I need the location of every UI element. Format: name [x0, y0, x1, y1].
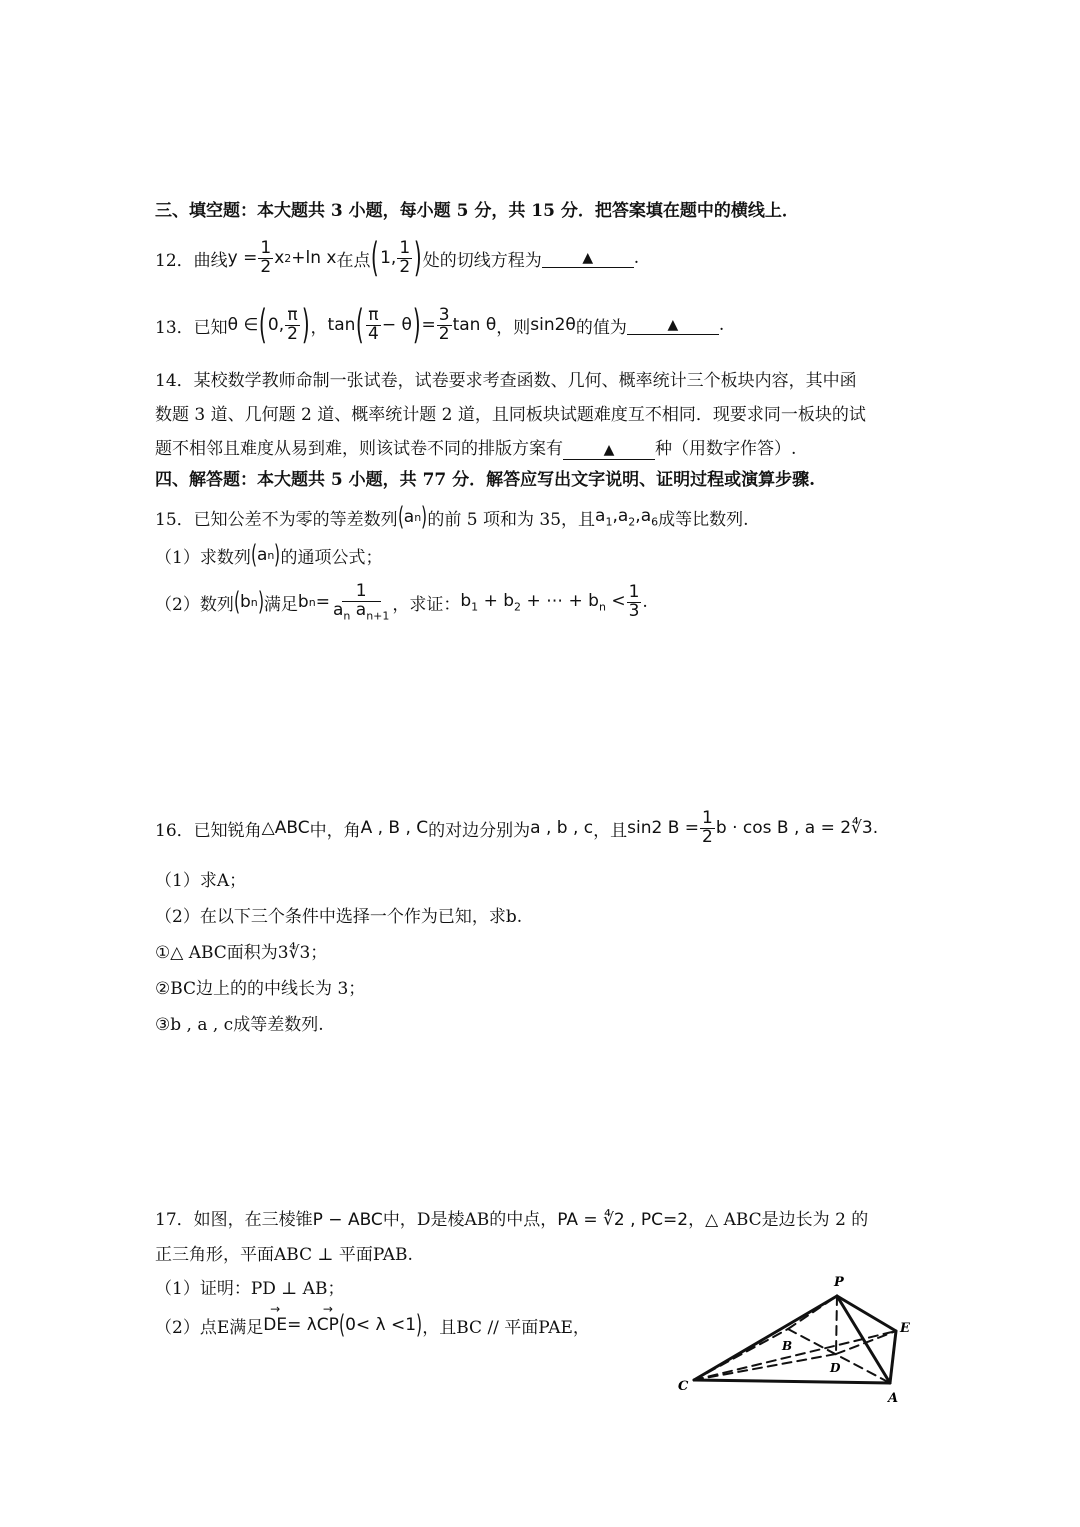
q17-vector-cp: → CP	[317, 1315, 339, 1335]
q16-angles: A , B , C	[360, 818, 429, 839]
q14-answer-mark: ▲	[603, 442, 615, 458]
q16-half-frac	[700, 810, 715, 847]
q17-range: 0< λ <1	[345, 1315, 417, 1335]
edge-PD	[836, 1296, 837, 1354]
q16-condition-3: ③b , a , c成等差数列.	[155, 1015, 324, 1035]
q12-point-frac	[397, 237, 412, 277]
q16-half-den: 2	[702, 826, 713, 847]
q13-text-1: 已知	[193, 317, 228, 338]
q15-third-num: 1	[628, 582, 640, 603]
q17-eq-lambda: = λ	[287, 1315, 317, 1335]
q16-intro-a: 16．已知锐角	[155, 820, 262, 841]
q17-p2-a: （2）点E满足	[155, 1317, 264, 1338]
q15-p2-bn: b	[239, 592, 251, 613]
q15-p1-an: a	[256, 545, 268, 565]
q15-third-den: 3	[628, 600, 640, 621]
q15-den-b: a	[355, 599, 367, 620]
q16-intro-c: 的对边分别为	[428, 820, 531, 841]
q15-t1-s: 1	[605, 515, 613, 529]
q15-sum-c: b	[588, 591, 599, 612]
q15-p1-lbrace: (	[250, 540, 257, 570]
q17-l1-b: 中，	[382, 1210, 417, 1230]
q13-three-half	[437, 304, 452, 344]
q15-term-2: $a_2$,	[617, 505, 641, 529]
q13-eq: =	[421, 315, 436, 335]
q12-ln: +ln x	[291, 248, 337, 268]
q12-half-num: 1	[260, 237, 272, 258]
q13-rparen-2: )	[412, 302, 421, 348]
q15-term-1: $a_1$,	[595, 505, 618, 529]
q13-theta-in: θ ∈	[227, 315, 259, 335]
q15-p2-c: ，求证：	[392, 594, 461, 615]
edge-CE	[694, 1331, 896, 1380]
q13-answer-mark: ▲	[667, 317, 679, 333]
q15-den-b-sub: n+1	[366, 609, 390, 623]
q17-line-2: 正三角形，平面ABC ⊥ 平面PAB.	[155, 1245, 413, 1265]
q15-p2-b: 满足	[263, 594, 298, 615]
edge-PE	[837, 1296, 896, 1331]
q15-p1-rbrace: )	[274, 540, 281, 570]
q16-intro-b: 中，角	[309, 820, 361, 841]
edge-CP	[694, 1296, 837, 1380]
label-C: C	[678, 1379, 689, 1394]
q17-l1-a: 17．如图，在三棱锥	[155, 1210, 313, 1230]
q12-point-a: 1,	[380, 248, 397, 268]
q15-p2-bn-sub: n	[250, 595, 258, 609]
pyramid-figure	[670, 1268, 930, 1458]
q15-den-a: a	[332, 599, 344, 620]
q13-tan-theta: tan θ	[452, 315, 497, 335]
label-D: D	[830, 1361, 841, 1375]
q15-intro-b: 的前 5 项和为 35，且	[427, 509, 596, 530]
q12-half-den: 2	[260, 256, 272, 277]
q17-l1-d: PA = ∜2 , PC=2，	[557, 1210, 706, 1230]
q15-frac-den	[331, 599, 391, 623]
q13-minus-theta: − θ	[381, 315, 412, 335]
q13-number: 13．	[155, 317, 194, 338]
q13-text-2: ，则	[496, 317, 531, 338]
label-B: B	[782, 1339, 793, 1353]
q16-half-num: 1	[702, 808, 713, 828]
q15-term-3	[641, 506, 658, 528]
q17-part-2	[155, 1310, 590, 1340]
q15-sum-b-sub: 2	[514, 600, 522, 614]
q13-answer-blank[interactable]	[627, 315, 719, 335]
q12-text-1: 曲线	[193, 250, 228, 271]
q15-lbrace: (	[397, 502, 404, 532]
q17-l1-c: D是棱AB的中点，	[416, 1210, 558, 1230]
q14-answer-blank[interactable]	[563, 440, 655, 460]
section-4-heading: 四、解答题：本大题共 5 小题，共 77 分．解答应写出文字说明、证明过程或演算步骤.	[155, 470, 816, 490]
q14-line-1: 14．某校数学教师命制一张试卷，试卷要求考查函数、几何、概率统计三个板块内容，其中函	[155, 371, 857, 391]
q15-p1-b: 的通项公式；	[280, 547, 383, 568]
q15-end: .	[642, 592, 648, 613]
label-E: E	[900, 1321, 910, 1336]
q15-bn-2-sub: n	[308, 595, 316, 609]
q14-line-3	[155, 434, 796, 460]
q12-number: 12．	[155, 250, 194, 271]
q15-den-a-sub: n	[343, 609, 351, 623]
q13-pq-den: 4	[368, 323, 379, 344]
q12-rparen: )	[414, 235, 422, 281]
q12-eq-left: y =	[227, 248, 258, 268]
q13-tan: tan	[327, 315, 356, 335]
q15-an-sub: n	[414, 510, 422, 524]
q15-p2-a: （2）数列	[155, 594, 234, 615]
edge-BP	[788, 1296, 837, 1329]
q15-p1-an-sub: n	[267, 548, 275, 562]
q16-sides: a , b , c	[530, 818, 594, 839]
q15-rbrace: )	[421, 502, 428, 532]
q15-sum-dots: + ⋯ +	[526, 591, 583, 612]
q12-half-frac	[258, 237, 273, 277]
q15-t3-s: 6	[651, 515, 659, 529]
q15-part-1	[155, 540, 383, 570]
q15-sum-lt: <	[611, 591, 626, 612]
q12-sup: 2	[284, 251, 292, 265]
q15-t2-v: a	[617, 505, 629, 526]
q16-triangle: △ABC	[261, 818, 310, 839]
q15-t1-v: a	[595, 505, 606, 526]
q13-rparen-1: )	[301, 302, 310, 348]
question-12	[155, 235, 640, 281]
q15-sum-a: b	[460, 591, 472, 612]
q15-part-2	[155, 583, 648, 622]
q13-th-den: 2	[438, 323, 450, 344]
q15-third-frac	[627, 584, 642, 621]
q14-line-2: 数题 3 道、几何题 2 道、概率统计题 2 道，且同板块试题难度互不相同．现要求同一板块的试	[155, 405, 866, 425]
q13-end: .	[718, 315, 725, 335]
q15-sum-c-sub: n	[598, 600, 606, 614]
q13-lparen-2: (	[356, 302, 365, 348]
q16-sin2b: sin2 B =	[627, 818, 700, 839]
q13-lparen-1: (	[259, 302, 267, 348]
q15-intro-a: 15．已知公差不为零的等差数列	[155, 509, 398, 530]
q16-rest: b · cos B , a = 2∜3.	[715, 818, 879, 839]
q13-zero: 0,	[267, 315, 285, 335]
q12-text-2: 在点	[336, 250, 371, 271]
q12-answer-blank[interactable]	[542, 248, 634, 268]
q17-p2-b: ，且BC // 平面PAE，	[422, 1317, 590, 1338]
q15-t2-s: 2	[628, 515, 636, 529]
q16-part-2: （2）在以下三个条件中选择一个作为已知，求b.	[155, 907, 523, 927]
q15-bn-eq: =	[315, 592, 330, 613]
q13-ph-num: π	[287, 304, 298, 325]
q16-intro-d: ，且	[593, 820, 628, 841]
q17-part-1: （1）证明：PD ⊥ AB；	[155, 1279, 345, 1299]
q12-end: .	[633, 248, 640, 268]
q16-condition-2: ②BC边上的的中线长为 3；	[155, 979, 366, 999]
q17-pabc: P − ABC	[312, 1210, 383, 1230]
q15-sum-a-sub: 1	[471, 600, 479, 614]
q12-pf-den: 2	[399, 256, 411, 277]
q13-sin2: sin2θ	[530, 315, 576, 335]
q12-pf-num: 1	[399, 237, 411, 258]
q15-p2-lbrace: (	[233, 587, 240, 618]
q16-condition-1: ①△ ABC面积为3∜3；	[155, 943, 328, 963]
q16-part-1: （1）求A；	[155, 871, 247, 891]
q17-lparen: (	[338, 1310, 346, 1340]
q12-answer-mark: ▲	[582, 250, 594, 266]
q15-intro-c: 成等比数列.	[658, 509, 749, 530]
q14-line-3b: 种（用数字作答）.	[655, 439, 797, 459]
q15-sum-plus: +	[483, 591, 498, 612]
q13-pq-num: π	[368, 304, 379, 325]
q15-frac-num: 1	[342, 583, 381, 602]
q14-line-3a: 题不相邻且难度从易到难，则该试卷不同的排版方案有	[155, 439, 563, 459]
q13-pi-half	[285, 304, 300, 344]
q15-p1-a: （1）求数列	[155, 547, 251, 568]
q17-l1-e: △ ABC是边长为 2 的	[705, 1210, 869, 1230]
q15-intro	[155, 502, 749, 532]
q13-th-num: 3	[438, 304, 450, 325]
q15-sum	[460, 591, 625, 613]
q13-pi-quarter	[366, 304, 381, 344]
q13-text-3: 的值为	[575, 317, 627, 338]
edge-EA	[890, 1331, 896, 1383]
question-13	[155, 302, 725, 348]
section-3-heading: 三、填空题：本大题共 3 小题，每小题 5 分，共 15 分．把答案填在题中的横线上．	[155, 201, 799, 221]
q17-rparen: )	[416, 1310, 423, 1340]
q13-comma: ，	[310, 317, 328, 338]
q15-t3-v: a	[640, 505, 652, 526]
q16-intro	[155, 810, 878, 847]
edge-CA	[694, 1380, 890, 1383]
label-A: A	[888, 1391, 899, 1406]
label-P: P	[834, 1275, 844, 1290]
q17-line-1	[155, 1205, 868, 1230]
q12-x: x	[274, 248, 285, 268]
q15-bn-frac	[331, 583, 391, 622]
q13-ph-den: 2	[287, 323, 298, 344]
q12-text-3: 处的切线方程为	[422, 250, 542, 271]
q15-p2-rbrace: )	[257, 587, 264, 618]
q15-bn-2: b	[297, 592, 309, 613]
q17-vector-de: → DE	[263, 1315, 287, 1335]
q15-sum-b: b	[503, 591, 515, 612]
q15-an: a	[403, 507, 415, 527]
q12-lparen: (	[371, 235, 380, 281]
